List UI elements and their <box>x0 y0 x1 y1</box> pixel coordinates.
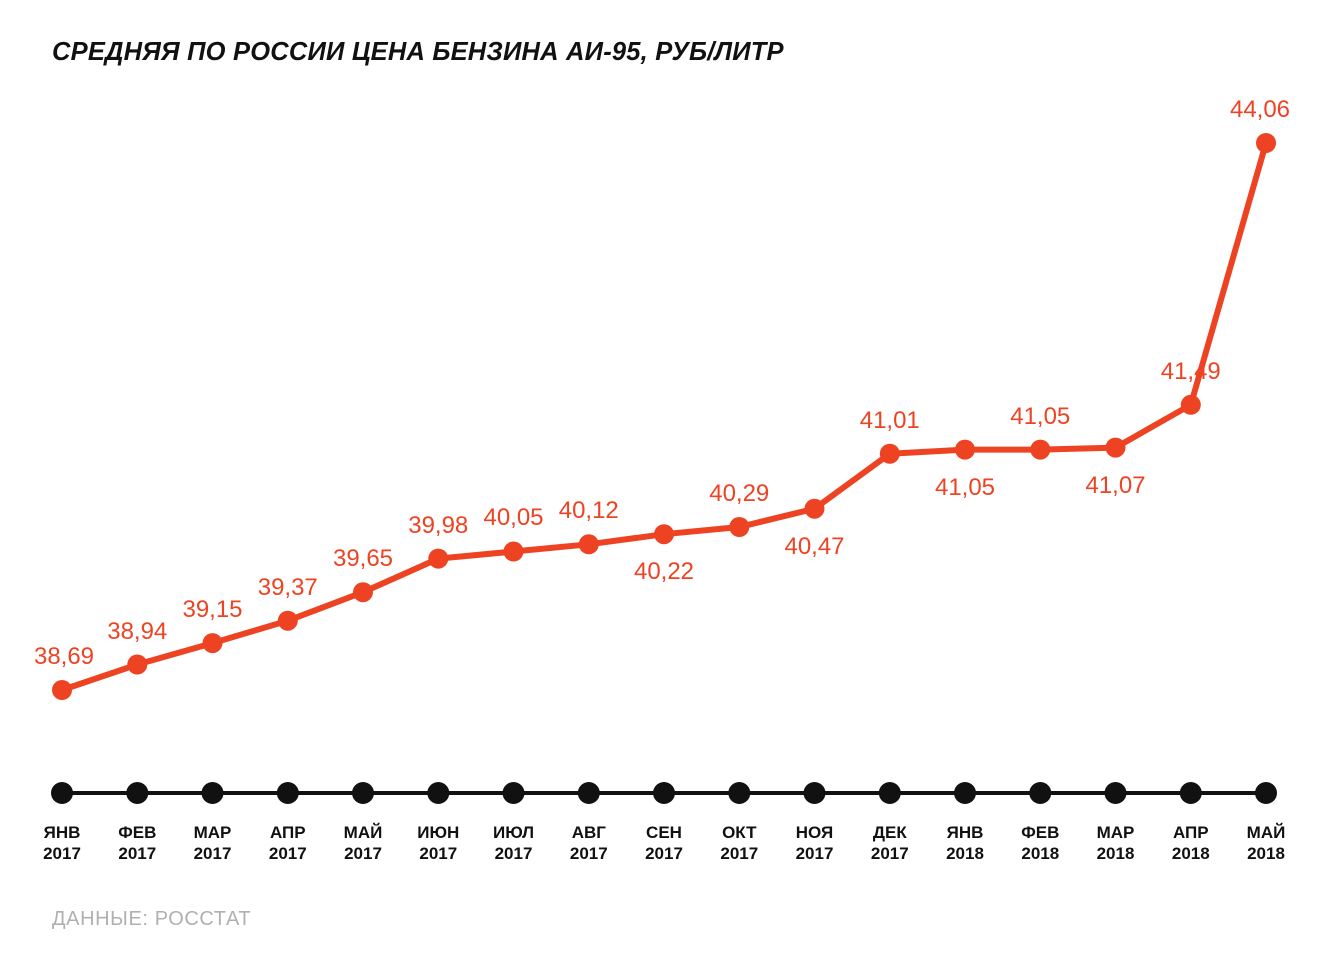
x-axis-label <box>720 822 758 864</box>
x-axis-label-month: ИЮЛ <box>492 823 535 842</box>
x-axis-label-month: МАР <box>1096 823 1135 842</box>
x-axis-label-month: АПР <box>1172 823 1209 842</box>
data-point <box>278 611 298 631</box>
x-axis-label <box>1021 822 1059 864</box>
x-axis-label-year: 2018 <box>1247 844 1285 863</box>
x-axis-label <box>194 822 232 864</box>
x-axis-label-year: 2018 <box>1096 844 1135 863</box>
data-point <box>1030 440 1050 460</box>
x-axis-label-year: 2017 <box>193 844 232 863</box>
axis-tick-dot <box>51 782 73 804</box>
source-note: ДАННЫЕ: РОССТАТ <box>52 908 252 930</box>
data-point <box>579 534 599 554</box>
axis-tick-dot <box>352 782 374 804</box>
data-point <box>504 542 524 562</box>
axis-tick-dot <box>202 782 224 804</box>
axis-tick-dot <box>427 782 449 804</box>
x-axis-label <box>417 822 459 864</box>
x-axis-label <box>1172 822 1210 864</box>
x-axis-label-month: ФЕВ <box>1021 823 1060 842</box>
axis-tick-dot <box>1180 782 1202 804</box>
data-point <box>1256 133 1276 153</box>
axis-tick-dot <box>503 782 525 804</box>
value-label: 39,98 <box>408 511 469 539</box>
x-axis-label-year: 2017 <box>419 844 458 863</box>
x-axis-label-year: 2017 <box>795 844 834 863</box>
x-axis-label-month: МАЙ <box>343 823 383 842</box>
axis-tick-dot <box>653 782 675 804</box>
x-axis-label-month: ЯНВ <box>43 823 81 842</box>
axis-tick-dot <box>954 782 976 804</box>
axis-tick-dot <box>1105 782 1127 804</box>
x-axis-label-month: ИЮН <box>417 823 460 842</box>
value-label: 41,05 <box>1010 402 1071 430</box>
value-label: 41,01 <box>859 406 920 434</box>
value-label: 40,12 <box>558 497 619 525</box>
x-axis-label <box>344 822 383 864</box>
page-title: СРЕДНЯЯ ПО РОССИИ ЦЕНА БЕНЗИНА АИ-95, РУБ/ЛИТР <box>52 38 784 66</box>
data-point <box>729 517 749 537</box>
x-axis-label <box>796 822 834 864</box>
axis-tick-dot <box>578 782 600 804</box>
x-axis-label-year: 2017 <box>268 844 307 863</box>
x-axis-label-year: 2018 <box>1021 844 1060 863</box>
x-axis-label-month: ФЕВ <box>118 823 157 842</box>
value-label: 40,47 <box>784 532 845 560</box>
data-point <box>955 440 975 460</box>
axis-tick-dot <box>126 782 148 804</box>
value-label: 38,69 <box>33 643 95 670</box>
data-point <box>805 499 825 519</box>
value-label: 38,94 <box>107 617 168 645</box>
value-label: 40,05 <box>483 504 544 532</box>
x-axis-label <box>570 822 608 864</box>
axis-tick-dot <box>1029 782 1051 804</box>
x-axis-label-year: 2017 <box>43 844 81 863</box>
x-axis-label-year: 2017 <box>720 844 759 863</box>
x-axis-label <box>493 822 534 864</box>
value-label: 41,49 <box>1160 357 1221 385</box>
x-axis-label-month: ЯНВ <box>946 823 984 842</box>
data-point <box>203 633 223 653</box>
data-point <box>127 655 147 675</box>
data-point <box>428 549 448 569</box>
x-axis-label-year: 2018 <box>946 844 984 863</box>
x-axis-label-month: АВГ <box>571 823 606 842</box>
value-label: 44,06 <box>1229 96 1291 123</box>
axis-tick-dot <box>728 782 750 804</box>
value-label: 41,07 <box>1085 471 1146 499</box>
x-axis-label-month: ДЕК <box>872 823 907 842</box>
x-axis-label <box>1247 822 1286 864</box>
value-label: 40,22 <box>633 558 695 586</box>
axis-tick-dot <box>879 782 901 804</box>
price-line <box>62 143 1266 690</box>
value-label: 39,37 <box>257 573 318 601</box>
x-axis-label-year: 2017 <box>870 844 909 863</box>
axis-tick-dot <box>1255 782 1277 804</box>
x-axis-label-year: 2017 <box>569 844 608 863</box>
data-point <box>52 680 72 700</box>
x-axis-label <box>946 822 984 864</box>
x-axis-label-year: 2018 <box>1171 844 1210 863</box>
x-axis-label <box>871 822 909 864</box>
x-axis-label-month: АПР <box>269 823 306 842</box>
x-axis-label-year: 2017 <box>118 844 157 863</box>
x-axis-label <box>269 822 307 864</box>
x-axis-label <box>645 822 683 864</box>
x-axis-label-month: МАЙ <box>1246 823 1286 842</box>
x-axis-label-month: ОКТ <box>722 823 757 842</box>
x-axis-label-year: 2017 <box>344 844 382 863</box>
value-label: 39,65 <box>332 545 394 573</box>
axis-tick-dot <box>804 782 826 804</box>
data-point <box>880 444 900 464</box>
data-point <box>1181 395 1201 415</box>
x-axis-label-month: МАР <box>193 823 232 842</box>
data-point <box>353 582 373 602</box>
x-axis-label-year: 2017 <box>494 844 533 863</box>
x-axis-label <box>43 822 81 864</box>
data-point <box>654 524 674 544</box>
x-axis-label-year: 2017 <box>645 844 683 863</box>
value-label: 39,15 <box>182 596 243 624</box>
x-axis-label <box>118 822 156 864</box>
x-axis-label <box>1097 822 1135 864</box>
value-label: 41,05 <box>934 473 996 501</box>
data-point <box>1106 438 1126 458</box>
axis-tick-dot <box>277 782 299 804</box>
x-axis-label-month: НОЯ <box>795 823 834 842</box>
x-axis-label-month: СЕН <box>646 823 682 842</box>
value-label: 40,29 <box>709 480 770 508</box>
